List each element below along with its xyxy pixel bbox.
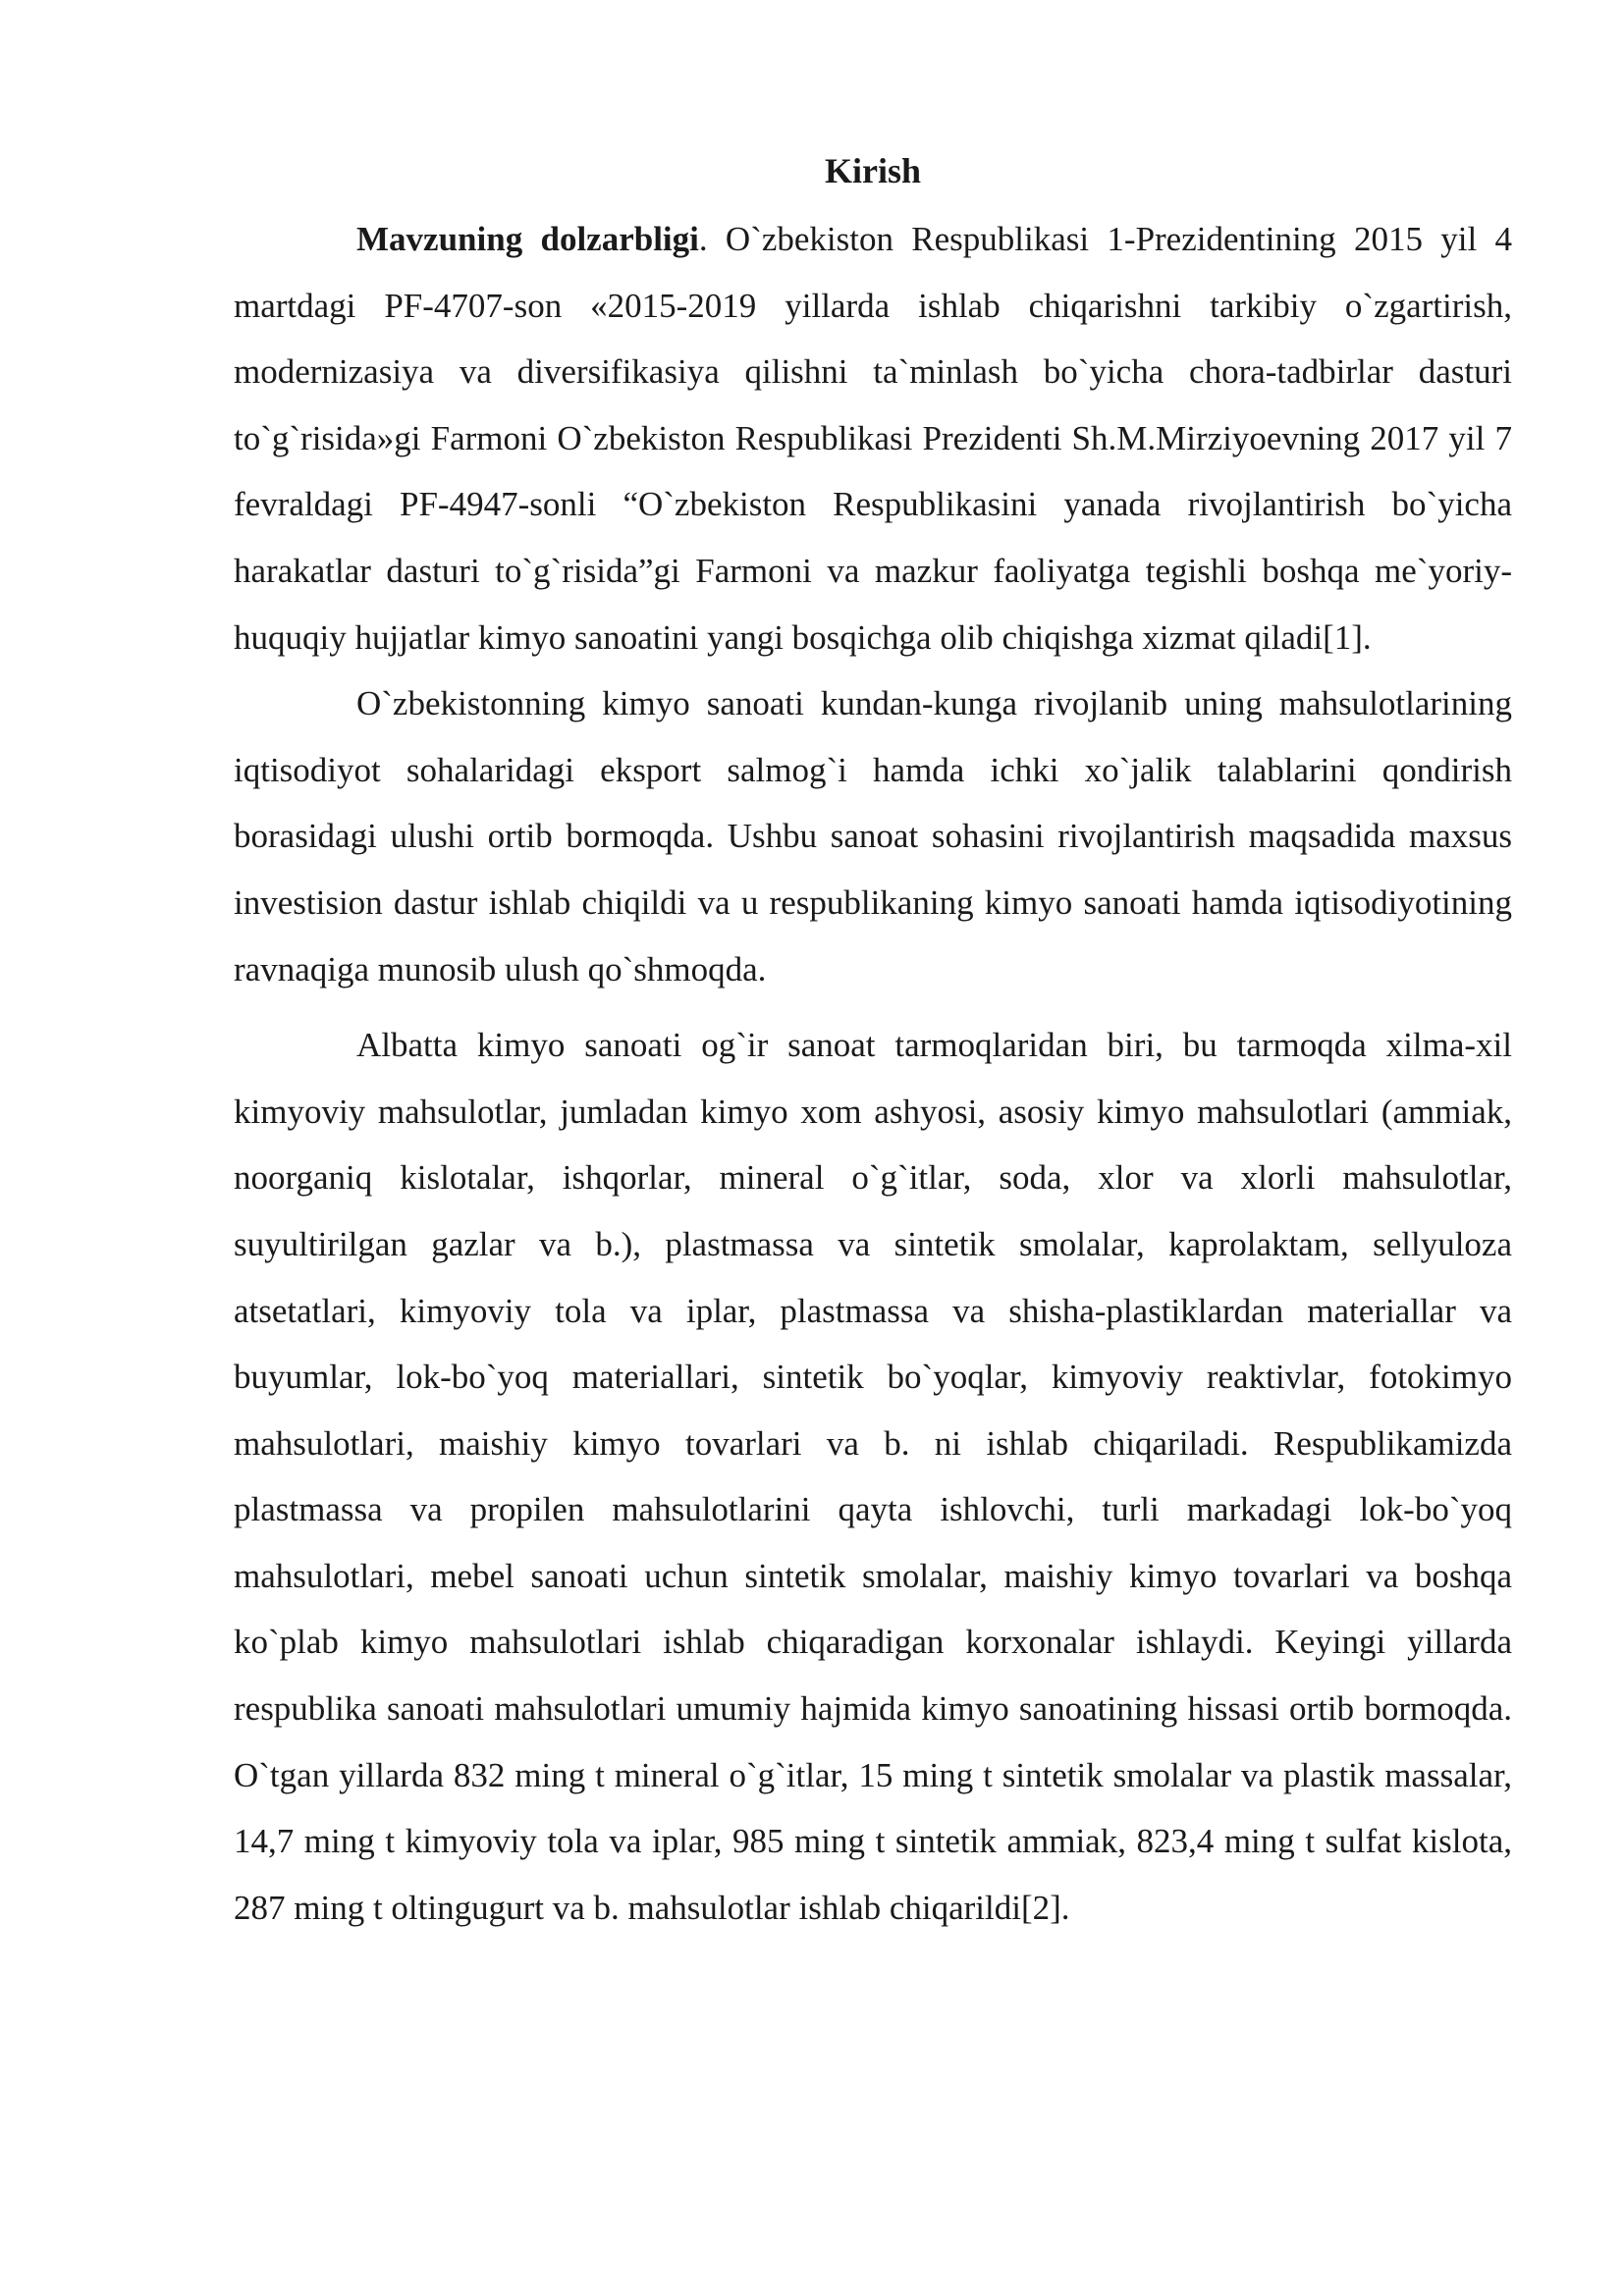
paragraph-industry-products: Albatta kimyo sanoati og`ir sanoat tarmoqlaridan biri, bu tarmoqda xilma-xil kimyoviy mahsulotlar, jumladan kimyo xom ashyosi, asosiy kimyo mahsulotlari (ammiak, noorganiq kislotalar, ishqorlar, mineral o`g`itlar, soda, xlor va xlorli mahsulotlar, suyultirilgan gazlar va b.), plastmassa va sintetik smolalar, kaprolaktam, sellyuloza atsetatlari, kimyoviy tola va iplar, plastmassa va shisha-plastiklardan materiallar va buyumlar, lok-bo`yoq materiallari, sintetik bo`yoqlar, kimyoviy reaktivlar, fotokimyo mahsulotlari, maishiy kimyo tovarlari va b. ni ishlab chiqariladi. Respublikamizda plastmassa va propilen mahsulotlarini qayta ishlovchi, turli markadagi lok-bo`yoq mahsulotlari, mebel sanoati uchun sintetik smolalar, maishiy kimyo tovarlari va boshqa ko`plab kimyo mahsulotlari ishlab chiqaradigan korxonalar ishlaydi. Keyingi yillarda respublika sanoati mahsulotlari umumiy hajmida kimyo sanoatining hissasi ortib bormoqda. O`tgan yillarda 832 ming t mineral o`g`itlar, 15 ming t sintetik smolalar va plastik massalar, 14,7 ming t kimyoviy tola va iplar, 985 ming t sintetik ammiak, 823,4 ming t sulfat kislota, 287 ming t oltingugurt va b. mahsulotlar ishlab chiqarildi[2]. [234,1026,1512,1927]
paragraph-relevance [234,206,1512,670]
paragraph-text: . O`zbekiston Respublikasi 1-Prezidentining 2015 yil 4 martdagi PF-4707-son «2015-2019 yillarda ishlab chiqarishni tarkibiy o`zgartirish, modernizasiya va diversifikasiya qilishni ta`minlash bo`yicha chora-tadbirlar dasturi to`g`risida»gi Farmoni O`zbekiston Respublikasi Prezidenti Sh.M.Mirziyoevning 2017 yil 7 fevraldagi PF-4947-sonli “O`zbekiston Respublikasini yanada rivojlantirish bo`yicha harakatlar dasturi to`g`risida”gi Farmoni va mazkur faoliyatga tegishli boshqa me`yoriy-huquqiy hujjatlar kimyo sanoatini yangi bosqichga olib chiqishga xizmat qiladi[1]. [234,220,1513,657]
section-title: Kirish [824,151,921,190]
paragraph-lead: Mavzuning dolzarbligi [356,220,699,258]
document-body [234,149,1512,1941]
paragraph-industry-growth: O`zbekistonning kimyo sanoati kundan-kunga rivojlanib uning mahsulotlarining iqtisodiyot sohalaridagi eksport salmog`i hamda ichki xo`jalik talablarini qondirish borasidagi ulushi ortib bormoqda. Ushbu sanoat sohasini rivojlantirish maqsadida maxsus investision dastur ishlab chiqildi va u respublikaning kimyo sanoati hamda iqtisodiyotining ravnaqiga munosib ulush qo`shmoqda. [234,684,1512,988]
